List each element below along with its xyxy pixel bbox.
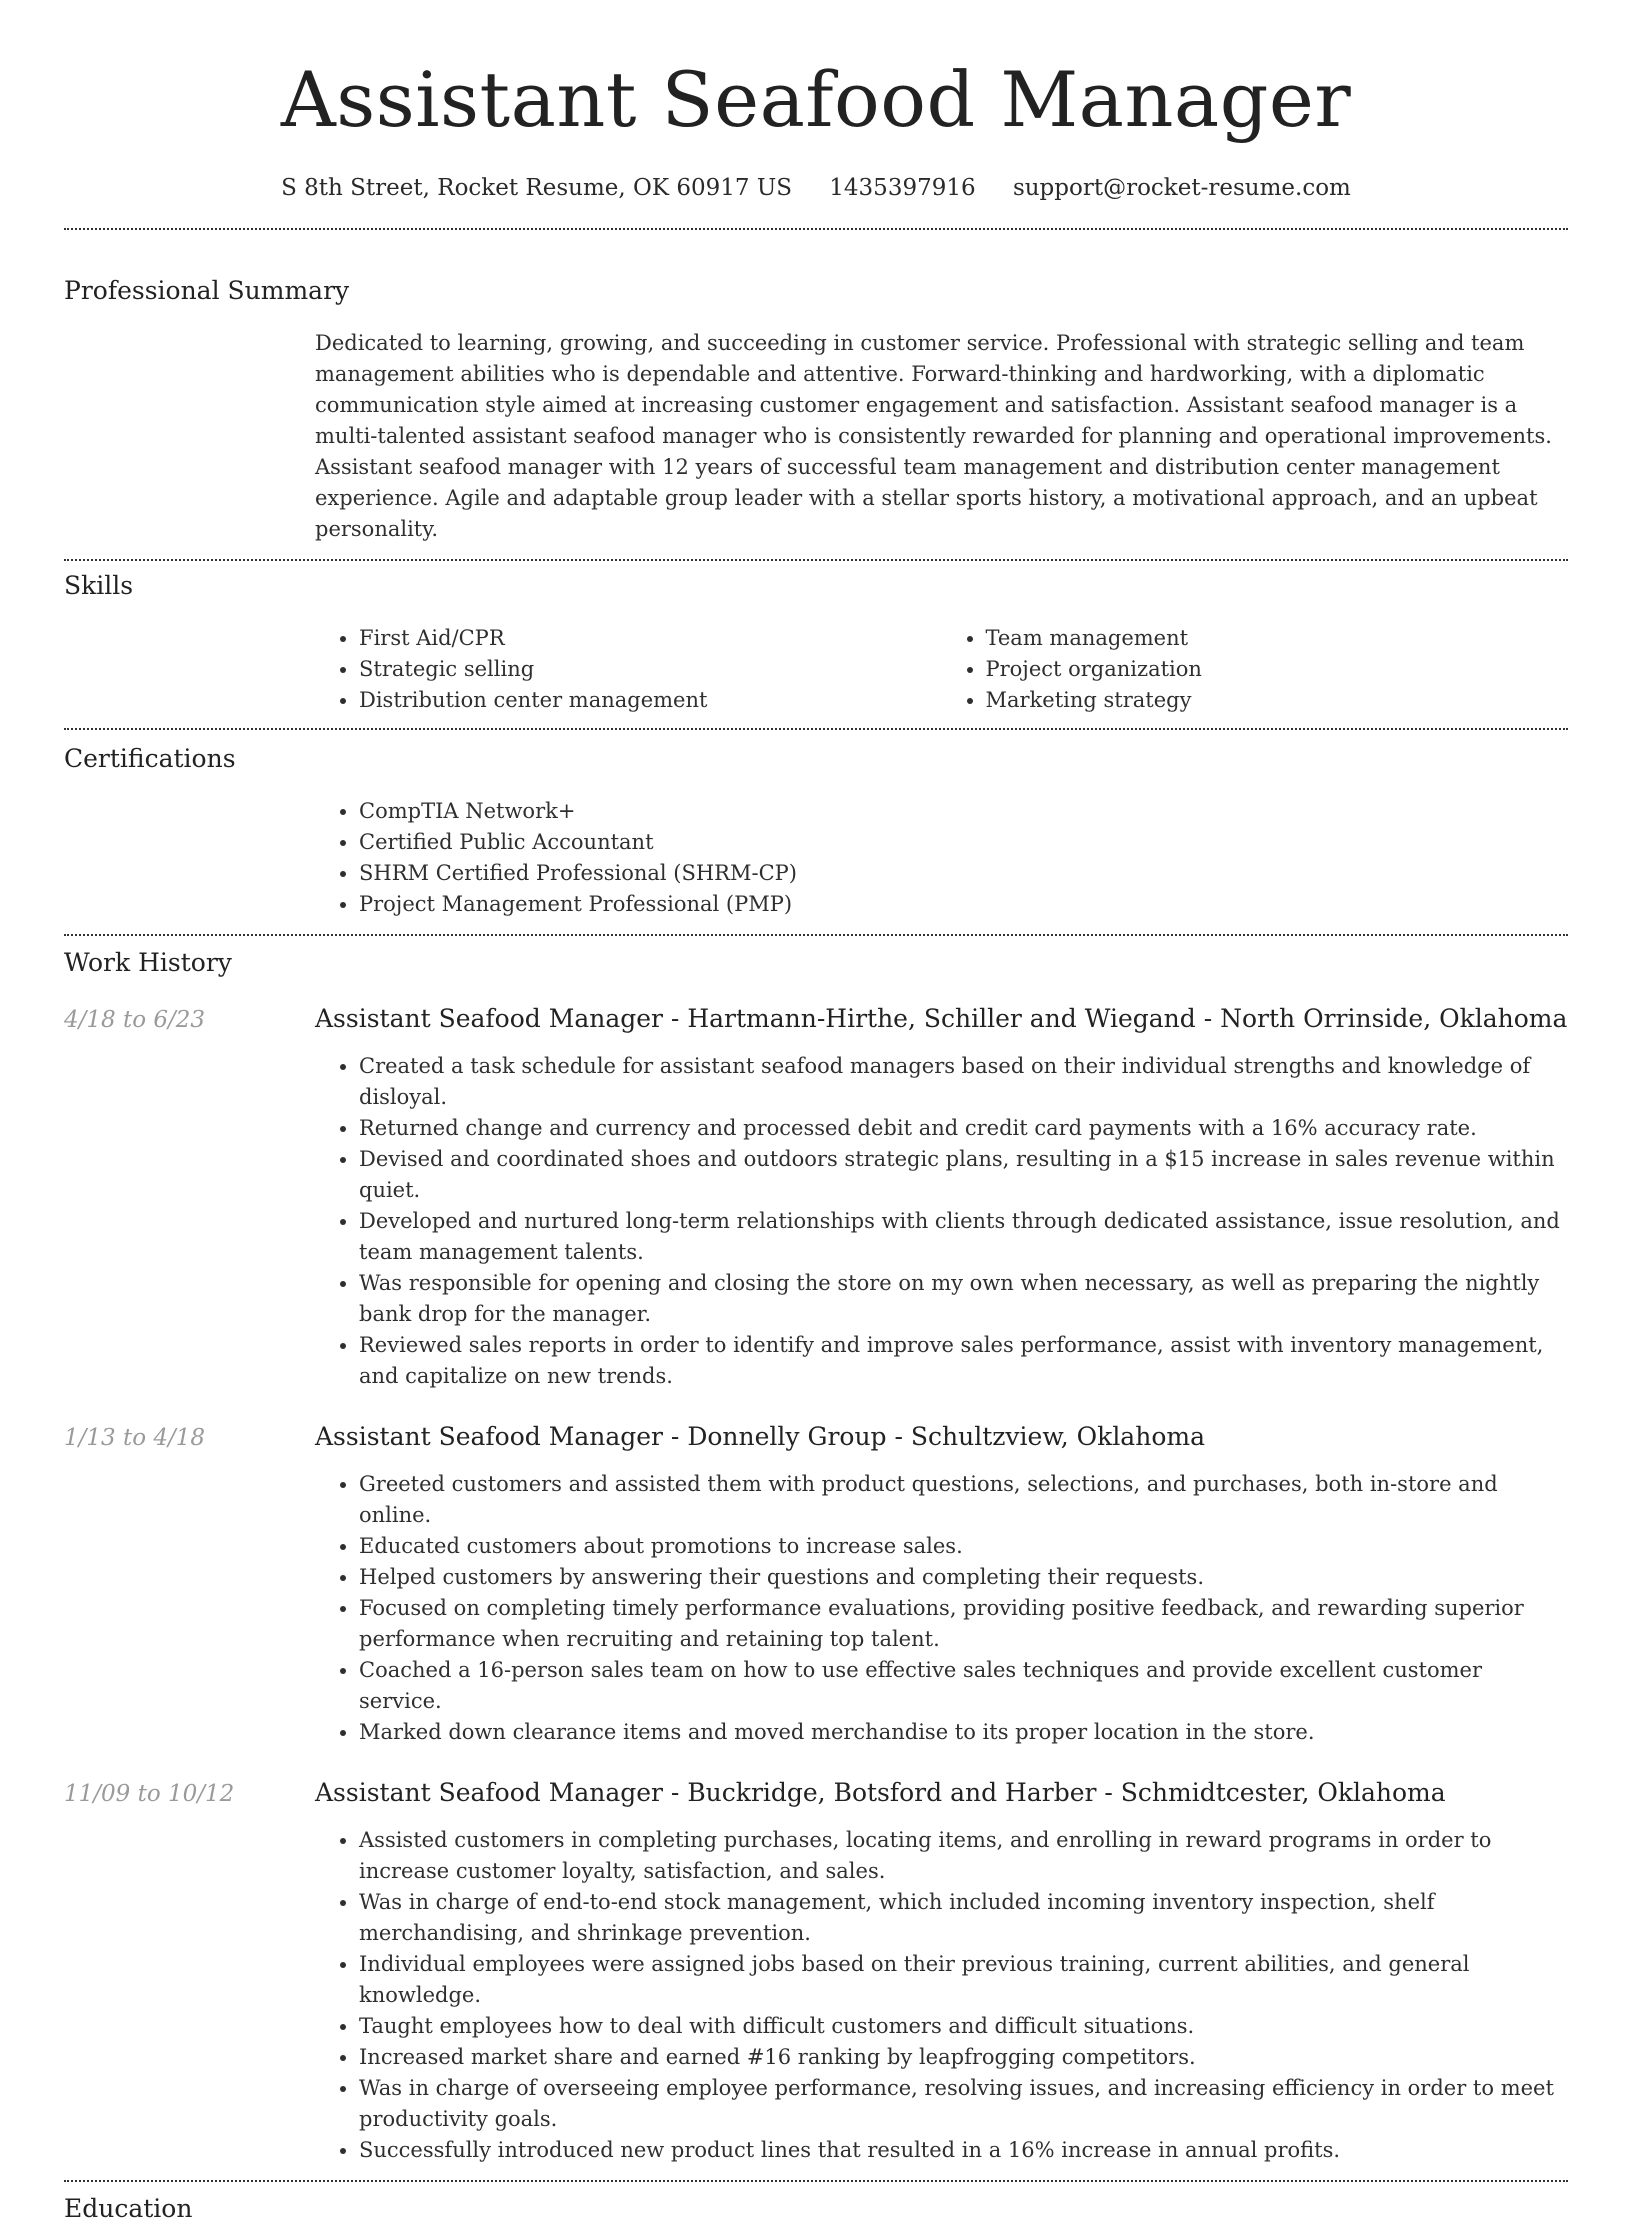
- job-bullets: [315, 1825, 1568, 2166]
- list-item: • Created a task schedule for assistant seafood managers based on their individual strengths and knowledge of disloyal.: [359, 1051, 1568, 1113]
- skills-content: [315, 623, 1568, 716]
- job-header: [64, 1420, 1568, 1455]
- list-item: • Project organization: [986, 654, 1569, 685]
- summary-text: Dedicated to learning, growing, and succeeding in customer service. Professional with strategic selling and team management abilities who is dependable and attentive. Forward-thinking and hardworking, with a diplomatic communication style aimed at increasing customer engagement and satisfaction. Assistant seafood manager is a multi-talented assistant seafood manager who is consistently rewarded for planning and operational improvements. Assistant seafood manager with 12 years of successful team management and distribution center management experience. Agile and adaptable group leader with a stellar sports history, a motivational approach, and an upbeat personality.: [315, 331, 1552, 541]
- job-title: Assistant Seafood Manager - Buckridge, Botsford and Harber - Schmidtcester, Oklahoma: [315, 1778, 1446, 1807]
- section-title-summary: Professional Summary: [64, 276, 350, 305]
- certifications-list: [315, 796, 1568, 920]
- list-item: • Returned change and currency and processed debit and credit card payments with a 16% accuracy rate.: [359, 1113, 1568, 1144]
- skills-left-list: [315, 623, 942, 716]
- list-item: • Was in charge of end-to-end stock management, which included incoming inventory inspection, shelf merchandising, and shrinkage prevention.: [359, 1887, 1568, 1949]
- list-item: • Successfully introduced new product lines that resulted in a 16% increase in annual profits.: [359, 2135, 1568, 2166]
- summary-content: [315, 328, 1568, 545]
- list-item: • Taught employees how to deal with difficult customers and difficult situations.: [359, 2011, 1568, 2042]
- list-item: • Reviewed sales reports in order to identify and improve sales performance, assist with inventory management, and capitalize on new trends.: [359, 1330, 1568, 1392]
- section-title-work-history: Work History: [64, 948, 232, 977]
- list-item: • Certified Public Accountant: [359, 827, 1568, 858]
- list-item: • Devised and coordinated shoes and outdoors strategic plans, resulting in a $15 increase in sales revenue within quiet.: [359, 1144, 1568, 1206]
- contact-phone: 1435397916: [829, 175, 976, 201]
- list-item: • Focused on completing timely performance evaluations, providing positive feedback, and rewarding superior performance when recruiting and retaining top talent.: [359, 1593, 1568, 1655]
- list-item: • Educated customers about promotions to increase sales.: [359, 1531, 1568, 1562]
- certifications-content: [315, 796, 1568, 920]
- skills-right-list: [942, 623, 1569, 716]
- list-item: • Coached a 16-person sales team on how to use effective sales techniques and provide excellent customer service.: [359, 1655, 1568, 1717]
- list-item: • Developed and nurtured long-term relationships with clients through dedicated assistance, issue resolution, and team management talents.: [359, 1206, 1568, 1268]
- list-item: • Team management: [986, 623, 1569, 654]
- section-title-skills: Skills: [64, 571, 134, 600]
- section-title-certifications: Certifications: [64, 744, 236, 773]
- job-header: [64, 1776, 1568, 1811]
- job-bullets: [315, 1469, 1568, 1748]
- job-entry: [64, 1776, 1568, 2166]
- job-bullets: [315, 1051, 1568, 1392]
- education-section: [64, 2182, 1568, 2226]
- contact-email: support@rocket-resume.com: [1012, 175, 1351, 201]
- list-item: • Was in charge of overseeing employee performance, resolving issues, and increasing efficiency in order to meet productivity goals.: [359, 2073, 1568, 2135]
- job-title: Assistant Seafood Manager - Donnelly Group - Schultzview, Oklahoma: [315, 1422, 1205, 1451]
- list-item: • Distribution center management: [359, 685, 942, 716]
- job-date: 11/09 to 10/12: [64, 1781, 235, 1807]
- summary-section: [64, 230, 1568, 545]
- section-title-education: Education: [64, 2194, 193, 2223]
- job-date: 1/13 to 4/18: [64, 1425, 206, 1451]
- list-item: • Project Management Professional (PMP): [359, 889, 1568, 920]
- list-item: • CompTIA Network+: [359, 796, 1568, 827]
- list-item: • Marked down clearance items and moved merchandise to its proper location in the store.: [359, 1717, 1568, 1748]
- list-item: • Strategic selling: [359, 654, 942, 685]
- job-date: 4/18 to 6/23: [64, 1007, 206, 1033]
- job-bullet-list: [315, 1469, 1568, 1748]
- skills-section: [64, 561, 1568, 716]
- list-item: • Greeted customers and assisted them with product questions, selections, and purchases, both in-store and online.: [359, 1469, 1568, 1531]
- job-bullet-list: [315, 1051, 1568, 1392]
- contact-address: S 8th Street, Rocket Resume, OK 60917 US: [281, 175, 792, 201]
- list-item: • Marketing strategy: [986, 685, 1569, 716]
- job-bullet-list: [315, 1825, 1568, 2166]
- resume-header: [64, 0, 1568, 204]
- list-item: • SHRM Certified Professional (SHRM-CP): [359, 858, 1568, 889]
- work-history-section: [64, 936, 1568, 2166]
- list-item: • First Aid/CPR: [359, 623, 942, 654]
- list-item: • Individual employees were assigned jobs based on their previous training, current abilities, and general knowledge.: [359, 1949, 1568, 2011]
- list-item: • Assisted customers in completing purchases, locating items, and enrolling in reward programs in order to increase customer loyalty, satisfaction, and sales.: [359, 1825, 1568, 1887]
- list-item: • Increased market share and earned #16 ranking by leapfrogging competitors.: [359, 2042, 1568, 2073]
- job-entry: [64, 1420, 1568, 1748]
- job-title: Assistant Seafood Manager - Hartmann-Hirthe, Schiller and Wiegand - North Orrinside, Oklahoma: [315, 1004, 1568, 1033]
- candidate-name: Assistant Seafood Manager: [280, 55, 1352, 144]
- list-item: • Helped customers by answering their questions and completing their requests.: [359, 1562, 1568, 1593]
- job-header: [64, 1002, 1568, 1037]
- certifications-section: [64, 730, 1568, 920]
- list-item: • Was responsible for opening and closing the store on my own when necessary, as well as preparing the nightly bank drop for the manager.: [359, 1268, 1568, 1330]
- contact-line: [64, 172, 1568, 204]
- skills-grid: [315, 623, 1568, 716]
- job-entry: [64, 1002, 1568, 1392]
